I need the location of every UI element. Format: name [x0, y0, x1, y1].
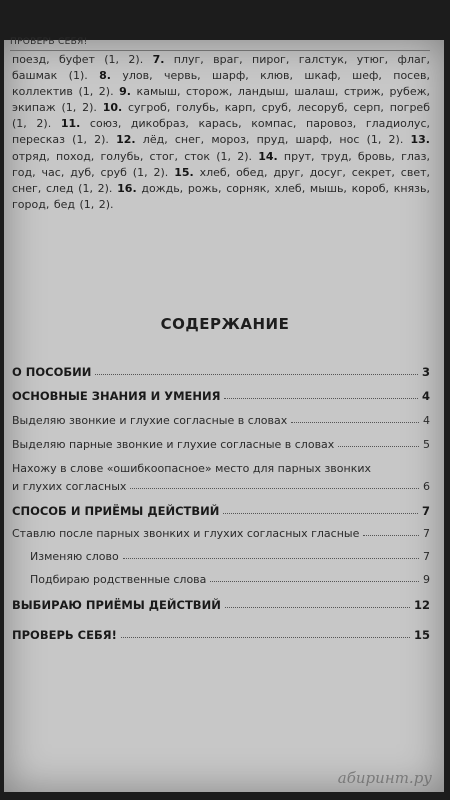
- answer-text: улов, червь, шарф, клюв, шкаф, шеф, посев, коллектив (1, 2).: [12, 69, 430, 99]
- toc-entry-page: 15: [413, 628, 430, 642]
- answer-number: 8.: [99, 69, 111, 83]
- toc-leader-dots: [210, 581, 419, 582]
- toc-entry-label: Ставлю после парных звонких и глухих согласных гласные: [12, 527, 360, 540]
- answers-paragraph: [12, 52, 430, 213]
- answer-text: камыш, сторож, ландыш, шалаш, стриж, рубеж, экипаж (1, 2).: [12, 85, 430, 115]
- toc-title: СОДЕРЖАНИЕ: [160, 315, 290, 333]
- answer-number: 13.: [410, 133, 430, 147]
- answer-number: 10.: [102, 101, 123, 115]
- toc-leader-dots: [224, 398, 418, 399]
- watermark-logo: абиринт.ру: [337, 769, 432, 787]
- toc-entry-voiced-voiceless: [12, 409, 430, 427]
- toc-leader-dots: [225, 607, 410, 608]
- toc-entry-paired-consonants: [12, 433, 430, 451]
- answer-text: дождь, рожь, сорняк, хлеб, мышь, короб, князь, город, бед (1, 2).: [12, 181, 430, 211]
- answer-text: лёд, снег, мороз, пруд, шарф, нос (1, 2).: [135, 133, 411, 147]
- answer-number: 9.: [119, 85, 131, 99]
- toc-entry-about: [12, 361, 430, 379]
- toc-entry-page: 6: [423, 480, 430, 493]
- toc-leader-dots: [291, 422, 419, 423]
- toc-entry-basics: [12, 385, 430, 403]
- answer-text: плуг, враг, пирог, галстук, утюг, флаг, башмак (1).: [12, 53, 430, 83]
- toc-entry-label: Выделяю звонкие и глухие согласные в словах: [12, 414, 288, 427]
- answer-text: прут, труд, бровь, глаз, год, час, дуб, сруб (1, 2).: [12, 149, 430, 179]
- toc-entry-page: 9: [423, 573, 430, 586]
- answer-number: 14.: [258, 149, 278, 163]
- toc-leader-dots: [363, 535, 419, 536]
- toc-entry-label: СПОСОБ И ПРИЁМЫ ДЕЙСТВИЙ: [12, 504, 220, 518]
- toc-entry-related-words: [30, 568, 430, 586]
- toc-entry-label: О ПОСОБИИ: [12, 365, 92, 379]
- running-head: ПРОВЕРЬ СЕБЯ!: [10, 37, 430, 51]
- toc-entry-page: 4: [423, 414, 430, 427]
- toc-entry-page: 7: [423, 550, 430, 563]
- toc-entry-label: Подбираю родственные слова: [30, 573, 207, 586]
- toc-entry-label: ОСНОВНЫЕ ЗНАНИЯ И УМЕНИЯ: [12, 389, 221, 403]
- toc-entry-page: 7: [421, 504, 430, 518]
- toc-entry-page: 3: [421, 365, 430, 379]
- toc-entry-label: ВЫБИРАЮ ПРИЁМЫ ДЕЙСТВИЙ: [12, 598, 221, 612]
- answer-text: хлеб, обед, друг, досуг, секрет, свет, снег, след (1, 2).: [12, 165, 431, 195]
- toc-leader-dots: [123, 558, 419, 559]
- toc-entry-error-place-line2: [12, 475, 430, 493]
- toc-entry-error-place-line1: [12, 457, 430, 475]
- toc-entry-page: 4: [421, 389, 430, 403]
- answer-text: поезд, буфет (1, 2).: [12, 53, 153, 66]
- toc-entry-label: Выделяю парные звонкие и глухие согласные в словах: [12, 438, 335, 451]
- toc-entry-self-check: [12, 624, 430, 642]
- answer-text: союз, дикобраз, карась, компас, паровоз, гладиолус, пересказ (1, 2).: [12, 117, 430, 147]
- toc-entry-vowels-after: [12, 522, 430, 540]
- toc-entry-label: и глухих согласных: [12, 480, 127, 493]
- toc-leader-dots: [338, 446, 419, 447]
- toc-leader-dots: [130, 488, 419, 489]
- answer-number: 12.: [116, 133, 136, 147]
- toc-leader-dots: [121, 637, 410, 638]
- toc-entry-label: Нахожу в слове «ошибкоопасное» место для парных звонких: [12, 462, 372, 475]
- toc-entry-label: ПРОВЕРЬ СЕБЯ!: [12, 628, 117, 642]
- toc-leader-dots: [95, 374, 418, 375]
- toc-leader-dots: [223, 513, 418, 514]
- answer-number: 16.: [117, 181, 137, 195]
- answer-text: сугроб, голубь, карп, сруб, лесоруб, серп, погреб (1, 2).: [12, 101, 430, 131]
- toc-entry-page: 5: [423, 438, 430, 451]
- toc-entry-method: [12, 500, 430, 518]
- answer-number: 15.: [174, 165, 194, 179]
- toc-entry-choose-method: [12, 594, 430, 612]
- answer-number: 11.: [60, 117, 81, 131]
- toc-entry-label: Изменяю слово: [30, 550, 119, 563]
- answer-number: 7.: [152, 53, 165, 66]
- toc-entry-change-word: [30, 545, 430, 563]
- toc-entry-page: 7: [423, 527, 430, 540]
- answer-text: отряд, поход, голубь, стог, сток (1, 2).: [12, 149, 259, 163]
- toc-entry-page: 12: [413, 598, 430, 612]
